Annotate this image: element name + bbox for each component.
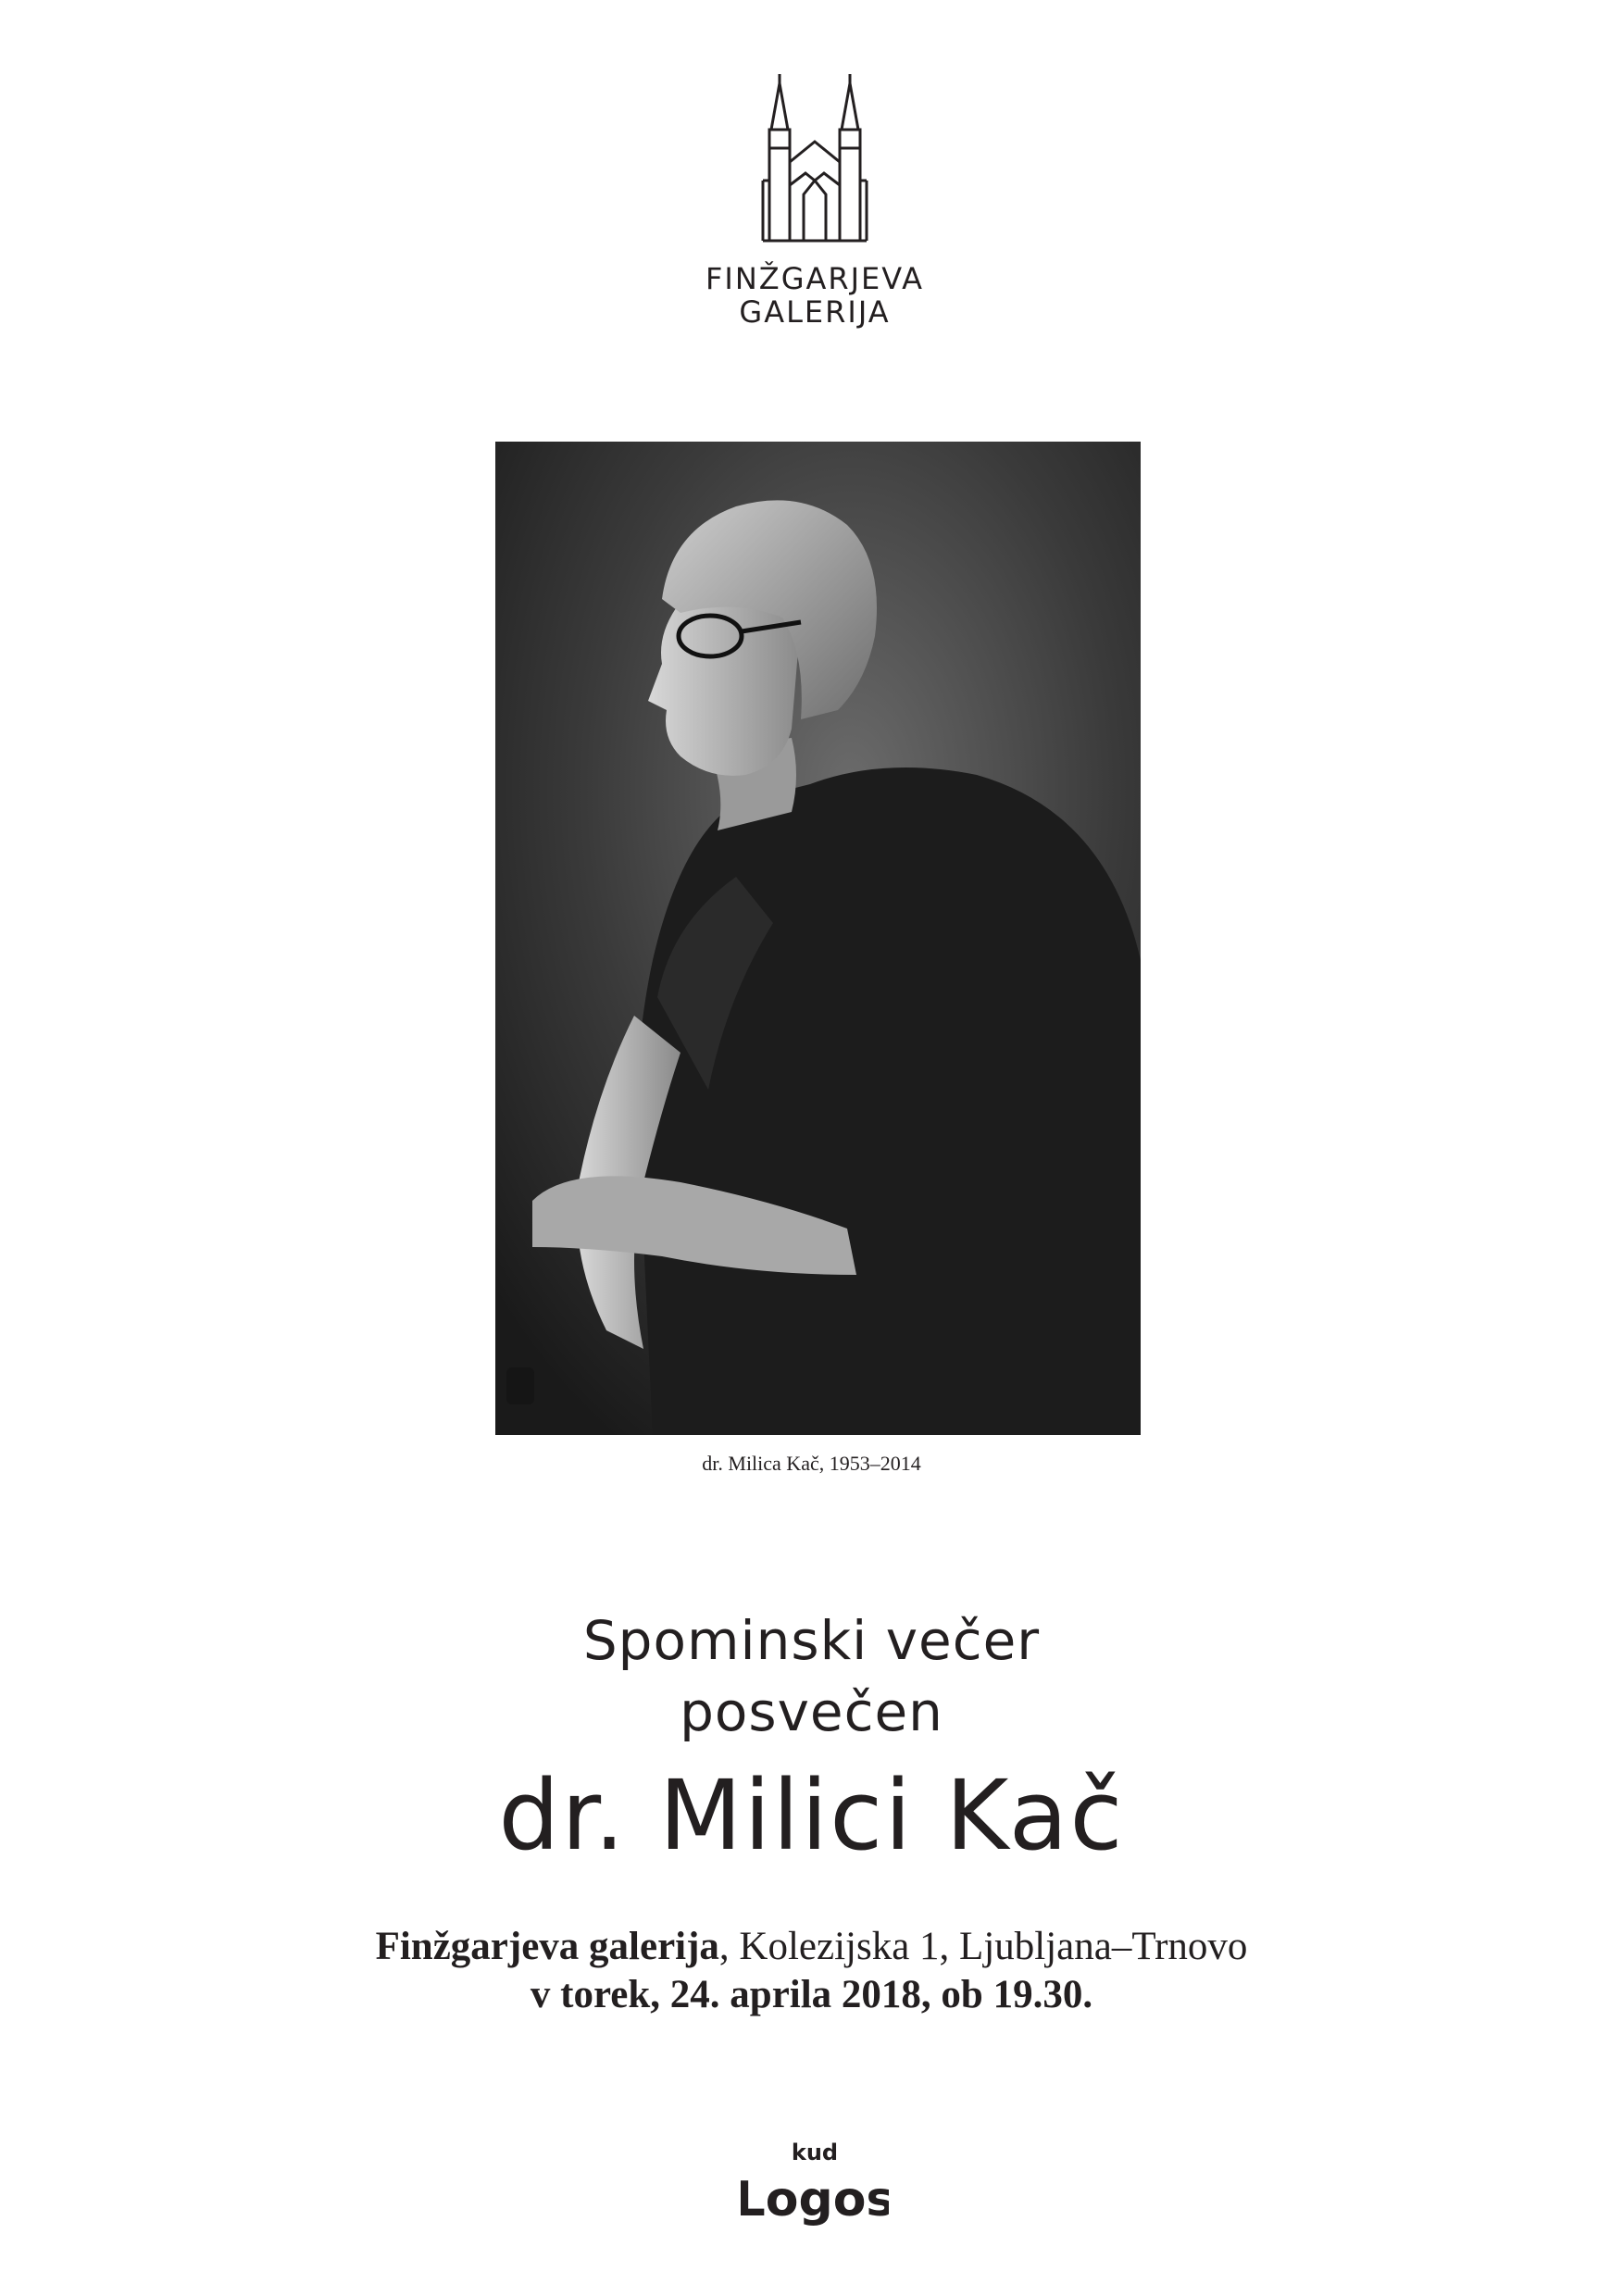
logo-small-text: kud (791, 2140, 839, 2165)
logo-line-2: GALERIJA (739, 294, 891, 330)
venue-name: Finžgarjeva galerija (375, 1925, 719, 1968)
portrait-photo (495, 442, 1141, 1435)
venue-address: , Kolezijska 1, Ljubljana–Trnovo (718, 1925, 1248, 1968)
heading-line-1: Spominski večer (582, 1609, 1041, 1672)
kud-logos-logo (741, 2134, 889, 2254)
venue-line (0, 1924, 1623, 1969)
photo-caption: dr. Milica Kač, 1953–2014 (702, 1452, 921, 1475)
heading-line-2: posvečen (680, 1680, 943, 1743)
logo-main-text: Logos (741, 2172, 889, 2227)
honoree-name: dr. Milici Kač (498, 1759, 1125, 1872)
gallery-logo (704, 69, 926, 347)
event-date: v torek, 24. aprila 2018, ob 19.30. (530, 1973, 1093, 2016)
logo-line-1: FINŽGARJEVA (705, 261, 924, 296)
church-icon (759, 69, 870, 245)
